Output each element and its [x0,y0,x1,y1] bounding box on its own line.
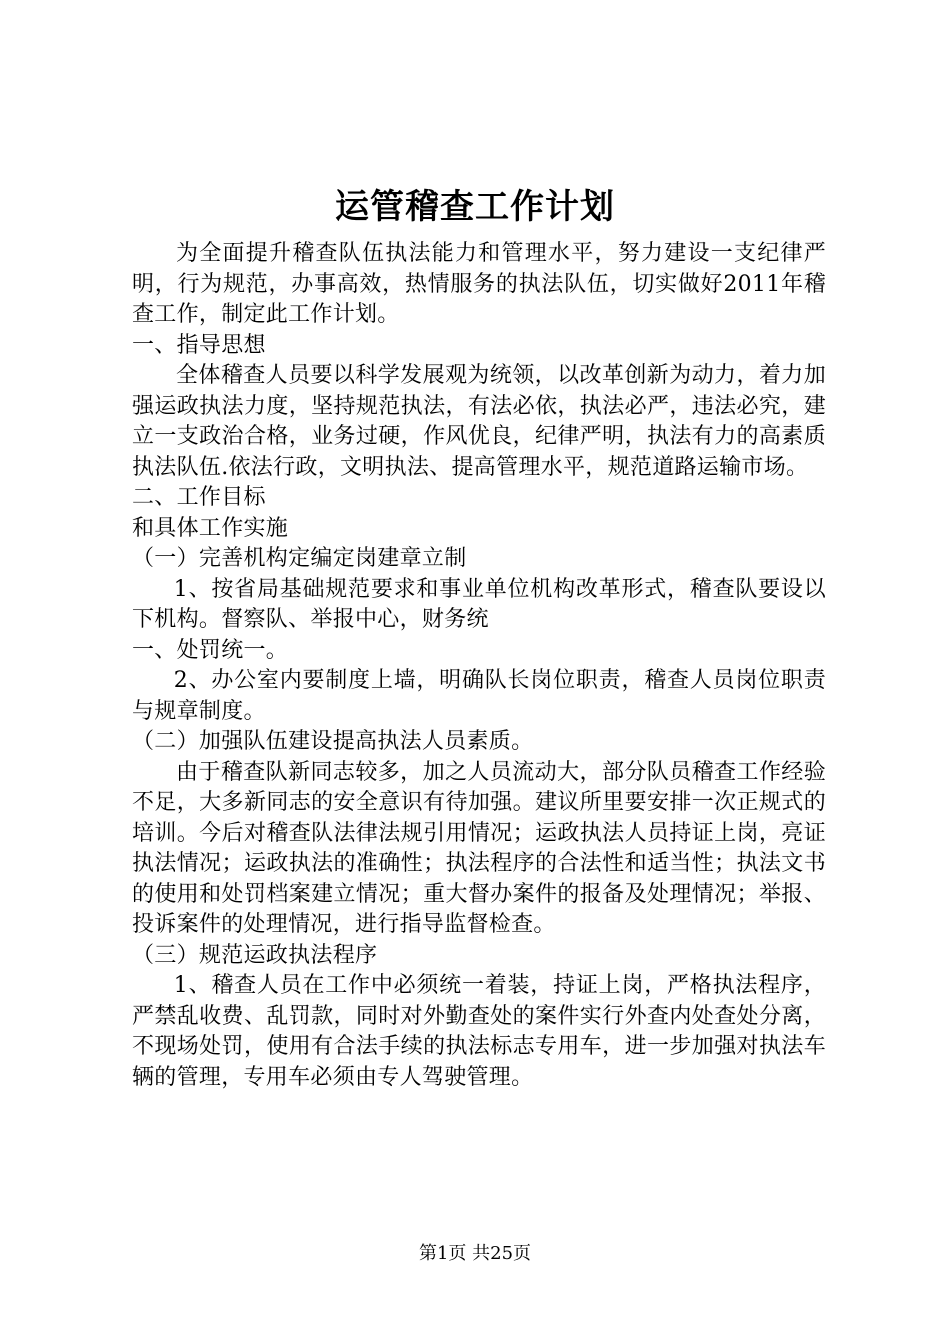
paragraph-guiding-ideology: 全体稽查人员要以科学发展观为统领，以改革创新为动力，着力加强运政执法力度，坚持规范执法，有法必依，执法必严，违法必究，建立一支政治合格，业务过硬，作风优良，纪律严明，执法有力的高素质执法队伍.依法行政，文明执法、提高管理水平，规范道路运输市场。 [132,363,826,480]
paragraph-item-2: 2、办公室内要制度上墙，明确队长岗位职责，稽查人员岗位职责与规章制度。 [132,668,826,724]
paragraph-item-1-cont: 一、处罚统一。 [132,637,289,663]
section-heading-work-goals: 二、工作目标 [132,485,266,510]
paragraph-item-1: 1、按省局基础规范要求和事业单位机构改革形式，稽查队要设以下机构。督察队、举报中心，财务统 [132,576,826,632]
paragraph-procedure-1: 1、稽查人员在工作中必须统一着装，持证上岗，严格执法程序，严禁乱收费、乱罚款，同时对外勤查处的案件实行外查内处查处分离，不现场处罚，使用有合法手续的执法标志专用车，进一步加强对执法车辆的管理，专用车必须由专人驾驶管理。 [132,973,826,1090]
page-footer: 第1页 共25页 [418,1243,532,1264]
subsection-heading-2: （二）加强队伍建设提高执法人员素质。 [132,729,534,754]
subsection-heading-3: （三）规范运政执法程序 [132,942,378,968]
subsection-heading-1: （一）完善机构定编定岗建章立制 [132,546,467,571]
section-heading-guiding-ideology: 一、指导思想 [132,332,266,358]
paragraph-team-building: 由于稽查队新同志较多，加之人员流动大，部分队员稽查工作经验不足，大多新同志的安全意识有待加强。建议所里要安排一次正规式的培训。今后对稽查队法律法规引用情况；运政执法人员持证上岗，亮证执法情况；运政执法的准确性；执法程序的合法性和适当性；执法文书的使用和处罚档案建立情况；重大督办案件的报备及处理情况；举报、投诉案件的处理情况，进行指导监督检查。 [132,759,826,937]
section-heading-implementation: 和具体工作实施 [132,515,289,541]
document-body [132,239,826,1093]
paragraph-intro: 为全面提升稽查队伍执法能力和管理水平，努力建设一支纪律严明，行为规范，办事高效，热情服务的执法队伍，切实做好2011年稽查工作，制定此工作计划。 [132,241,826,327]
document-title: 运管稽查工作计划 [335,187,615,227]
